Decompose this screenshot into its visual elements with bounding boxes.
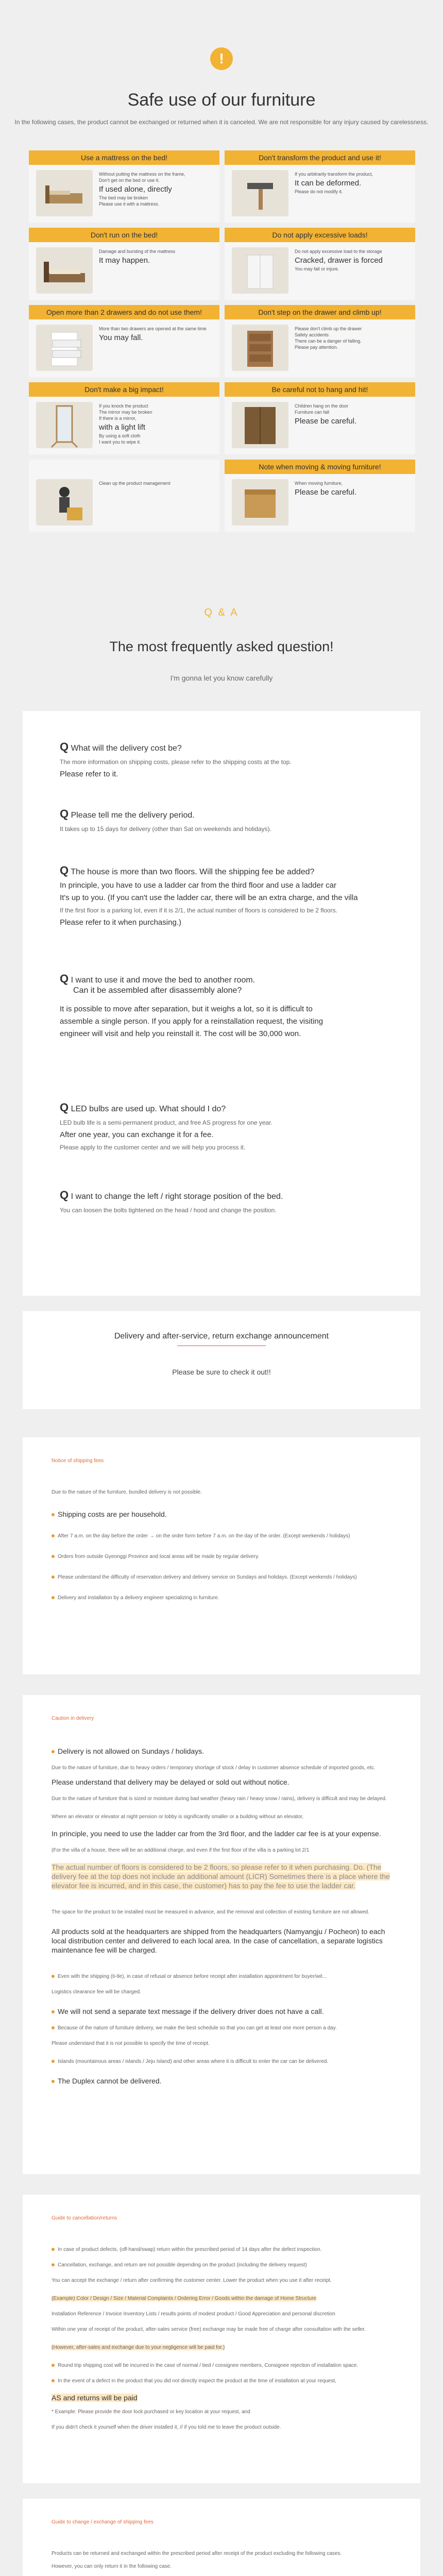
- card-text: Please do not modify it.: [295, 189, 343, 194]
- card-text: There can be a danger of falling.: [295, 338, 362, 344]
- answer-text: Please refer to it when purchasing.): [60, 918, 181, 927]
- notice-line: Delivery is not allowed on Sundays / holidays.: [52, 1747, 391, 1756]
- answer-text: After one year, you can exchange it for a fee.: [60, 1130, 214, 1139]
- card-text: You may fall or injure.: [295, 266, 339, 272]
- cabinet-icon: [232, 247, 288, 294]
- notice-line: Within one year of receipt of the product, after-sales service (free) exchange may be made free of charge after consultation with the seller.: [52, 2327, 366, 2332]
- answer-text: If the first floor is a parking lot, even if it is 2/1, the actual number of floors is considered to be 2 floors.: [60, 907, 337, 914]
- answer-text: The more information on shipping costs, please refer to the shipping costs at the top.: [60, 758, 292, 766]
- after-service-banner: [23, 1311, 420, 1409]
- notice-line: Please understand the difficulty of reservation delivery and delivery service on Sundays and holidays. (Except weekends / holidays): [52, 1574, 391, 1581]
- card-title: Open more than 2 drawers and do not use them!: [29, 305, 219, 319]
- mirror-icon: [36, 402, 93, 448]
- safety-card: [225, 228, 415, 300]
- card-title: Note when moving & moving furniture!: [225, 460, 415, 474]
- notice-line: Islands (mountainous areas / islands / Jeju Island) and other areas where it is difficult to enter the car can be delivered.: [52, 2058, 391, 2065]
- card-text: Clean up the product management: [99, 481, 171, 486]
- answer-text: You can loosen the bolts tightened on the head / hood and change the position.: [60, 1207, 277, 1214]
- safety-card: [225, 382, 415, 454]
- notice-line: Due to the nature of the furniture, bundled delivery is not possible.: [52, 1489, 202, 1495]
- card-text: Damage and bursting of the mattress: [99, 249, 176, 254]
- answer-text: It is possible to move after separation, but it weighs a lot, so it is difficult to: [60, 1005, 313, 1013]
- card-title: Don't run on the bed!: [29, 228, 219, 242]
- card-text: If used alone, directly: [99, 185, 172, 194]
- card-text: The bed may be broken: [99, 195, 148, 200]
- safety-card: [29, 460, 219, 532]
- answer-text: It takes up to 15 days for delivery (other than Sat on weekends and holidays).: [60, 825, 271, 833]
- notice-line: Installation Reference / Invoice Inventory Lists / results points of modest product / Good Appreciation and personal discretion: [52, 2311, 335, 2317]
- after-service-subtitle: Please be sure to check it out!!: [172, 1368, 271, 1376]
- card-text: Please be careful.: [295, 488, 357, 497]
- card-text: Do not apply excessive load to the storage: [295, 249, 382, 254]
- notice-line: Due to the nature of furniture, due to heavy orders / temporary shortage of stock / delay in customer absence schedule of imported goods, etc.: [52, 1765, 376, 1771]
- safety-card: [225, 305, 415, 377]
- card-text: Cracked, drawer is forced: [295, 256, 383, 265]
- section-tag: Notice of shipping fees: [52, 1458, 104, 1464]
- notice-line: Shipping costs are per household.: [52, 1510, 391, 1519]
- card-text: Furniture can fall: [295, 410, 330, 415]
- question-text: LED bulbs are used up. What should I do?: [71, 1105, 226, 1113]
- card-title: Do not apply excessive loads!: [225, 228, 415, 242]
- card-text: It can be deformed.: [295, 179, 362, 188]
- qa-item: Q I want to change the left / right storage position of the bed. You can loosen the bolts tightened on the head / hood and change the position.: [60, 1190, 420, 1214]
- cancellation-return-guide: [23, 2195, 420, 2483]
- person-icon: [36, 479, 93, 526]
- notice-line: All products sold at the headquarters are shipped from the headquarters (Namyangju / Pocheon) to each local distribution center and delivered to each local area. In the case of cancellation, a separate logistics maintenance fee will be charged.: [52, 1927, 385, 1954]
- safety-card: [225, 460, 415, 532]
- notice-line: We will not send a separate text message if the delivery driver does not have a call.: [52, 2007, 391, 2016]
- notice-line: Orders from outside Gyeonggi Province and local areas will be made by regular delivery.: [52, 1553, 391, 1561]
- answer-text: engineer will visit and help you reinstall it. The cost will be 30,000 won.: [60, 1029, 301, 1038]
- question-text: What will the delivery cost be?: [71, 744, 182, 753]
- qa-section-label: Q & A: [204, 607, 239, 618]
- card-text: Please be careful.: [295, 417, 357, 426]
- after-service-title: Delivery and after-service, return exchange announcement: [114, 1332, 329, 1341]
- card-text: If you arbitrarily transform the product,: [295, 172, 373, 177]
- answer-text: In principle, you have to use a ladder car from the third floor and use a ladder car: [60, 881, 336, 890]
- card-title: Don't step on the drawer and climb up!: [225, 305, 415, 319]
- section-tag: Guide to cancellation/returns: [52, 2215, 117, 2221]
- card-text: If there is a mirror,: [99, 416, 137, 421]
- page-subtitle: In the following cases, the product cannot be exchanged or returned when it is canceled. We are not responsible for any injury caused by carelessness.: [14, 118, 429, 126]
- notice-line: In principle, you need to use the ladder car from the 3rd floor, and the ladder car fee is at your expense.: [52, 1829, 381, 1838]
- card-text: I want you to wipe it.: [99, 439, 141, 445]
- answer-text: assemble a single person. If you apply for a reinstallation request, the visiting: [60, 1017, 323, 1026]
- notice-line: The Duplex cannot be delivered.: [52, 2076, 391, 2086]
- card-text: More than two drawers are opened at the same time: [99, 326, 207, 331]
- notice-line: (Example) Color / Design / Size / Material Complaints / Ordering Error / Goods within the damage of Home Structure: [52, 2296, 317, 2301]
- question-text: I want to change the left / right storage position of the bed.: [71, 1192, 283, 1201]
- question-text: Please tell me the delivery period.: [71, 811, 195, 820]
- warning-icon: !: [210, 47, 233, 70]
- bed-icon: [36, 170, 93, 216]
- notice-line: If you didn't check it yourself when the driver installed it, // if you told me to leave the product outside.: [52, 2425, 281, 2430]
- card-text: The mirror may be broken: [99, 410, 152, 415]
- qa-item: Q Please tell me the delivery period. It takes up to 15 days for delivery (other than Sat on weekends and holidays).: [60, 809, 420, 833]
- drawer-icon: [232, 325, 288, 371]
- notice-line: In case of product defects, (off-hand/swap) return within the prescribed period of 14 days after the defect inspection.: [52, 2246, 391, 2253]
- notice-line: * Example: Please provide the door lock purchased or key location at your request, and: [52, 2409, 250, 2415]
- page-title: Safe use of our furniture: [127, 90, 316, 110]
- exchange-fee-guide: [23, 2499, 420, 2576]
- question-text: I want to use it and move the bed to another room.: [71, 976, 255, 985]
- divider: [177, 1345, 266, 1346]
- card-text: It may happen.: [99, 256, 150, 265]
- answer-text: It's up to you. (If you can't use the ladder car, there will be an extra charge, and the villa: [60, 893, 358, 902]
- card-text: When moving furniture,: [295, 481, 343, 486]
- qa-title: The most frequently asked question!: [109, 639, 334, 654]
- qa-subtitle: I'm gonna let you know carefully: [170, 674, 273, 682]
- notice-line: Round trip shipping cost will be incurred in the case of normal / bed / consignee members, Consignee rejection of installation space.: [52, 2362, 391, 2369]
- question-text: Can it be assembled after disassembly alone?: [73, 986, 242, 995]
- card-text: By using a soft cloth: [99, 433, 141, 438]
- bed-icon: [36, 247, 93, 294]
- card-text: Please don't climb up the drawer: [295, 326, 362, 331]
- safety-card: [29, 305, 219, 377]
- notice-line: (For the villa of a house, there will be an additional charge, and even if the first floor of the villa is a parking lot 2/1: [52, 1848, 310, 1853]
- notice-line: The actual number of floors is considered to be 2 floors, so please refer to it when purchasing. Do. (The delivery fee at the top does not include an additional amount (LICR) Sometimes there is a place where the elevator fee is incurred, and in this case, the customer) has to pay the fee to use the ladder car.: [52, 1863, 390, 1890]
- drawer-icon: [36, 325, 93, 371]
- hammer-icon: [232, 170, 288, 216]
- section-tag: Caution in delivery: [52, 1716, 94, 1721]
- notice-line: AS and returns will be paid: [52, 2394, 138, 2402]
- notice-line: Delivery and installation by a delivery engineer specializing in furniture.: [52, 1595, 391, 1602]
- qa-item: Q I want to use it and move the bed to another room. Can it be assembled after disassembly alone? It is possible to move after separation, but it weighs a lot, so it is difficult to assemble a single person. If you apply for a reinstallation request, the visiting engineer will visit and help you reinstall it. The cost will be 30,000 won.: [60, 974, 420, 1038]
- notice-line: In the event of a defect in the product that you did not directly inspect the product at the time of installation at your request,: [52, 2378, 391, 2385]
- notice-line: Please understand that it is not possible to specify the time of receipt.: [52, 2041, 210, 2046]
- notice-line: The space for the product to be installed must be measured in advance, and the removal and collection of existing furniture are not allowed.: [52, 1909, 370, 1915]
- qa-item: Q The house is more than two floors. Will the shipping fee be added? In principle, you have to use a ladder car from the third floor and use a ladder car It's up to you. (If you can't use the ladder car, there will be an extra charge, and the villa If the first floor is a parking lot, even if it is 2/1, the actual number of floors is considered to be 2 floors. Please refer to it when purchasing.): [60, 866, 420, 927]
- card-text: Safety accidents: [295, 332, 329, 337]
- answer-text: LED bulb life is a semi-permanent product, and free AS progress for one year.: [60, 1119, 272, 1126]
- notice-line: After 7 a.m. on the day before the order → on the order form before 7 a.m. on the day of the order. (Except weekends / holidays): [52, 1533, 391, 1540]
- question-text: The house is more than two floors. Will the shipping fee be added?: [71, 868, 315, 876]
- qa-item: Q What will the delivery cost be? The more information on shipping costs, please refer to the shipping costs at the top. Please refer to it.: [60, 742, 420, 778]
- card-title: Use a mattress on the bed!: [29, 150, 219, 165]
- card-text: Children hang on the door: [295, 403, 349, 409]
- box-icon: [232, 479, 288, 526]
- notice-line: (However, after-sales and exchange due to your negligence will be paid for.): [52, 2345, 225, 2350]
- notice-line: Even with the shipping (ti-tle), in case of refusal or absence before receipt after installation appointment for buyer/wit...: [52, 1973, 391, 1980]
- card-text: Without putting the mattress on the frame,: [99, 172, 185, 177]
- delivery-caution: [23, 1695, 420, 2174]
- notice-line: Please understand that delivery may be delayed or sold out without notice.: [52, 1778, 289, 1786]
- notice-line: Because of the nature of furniture delivery, we make the best schedule so that you can get at least one more person a day.: [52, 2025, 391, 2032]
- card-text: You may fall.: [99, 333, 143, 342]
- wardrobe-icon: [232, 402, 288, 448]
- section-tag: Guide to change / exchange of shipping fees: [52, 2519, 154, 2525]
- qa-list: [23, 711, 420, 1296]
- card-text: If you knock the product: [99, 403, 148, 409]
- notice-line: Due to the nature of furniture that is sized or moisture during bad weather (heavy rain / heavy snow / rains), delivery is difficult and may be delayed.: [52, 1796, 387, 1802]
- safety-section: [0, 0, 443, 574]
- notice-line: Where an elevator or elevator at night pension or lobby is significantly smaller or a building without an elevator,: [52, 1814, 304, 1820]
- card-text: with a light lift: [99, 423, 146, 432]
- safety-card: [225, 150, 415, 223]
- notice-line: You can accept the exchange / return after confirming the customer center. Lower the product when you use it after receipt.: [52, 2278, 332, 2283]
- card-text: Please use it with a mattress.: [99, 201, 160, 207]
- card-text: Please pay attention.: [295, 345, 338, 350]
- notice-line: However, you can only return it in the following case.: [52, 2564, 172, 2569]
- notice-line: Products can be returned and exchanged within the prescribed period after receipt of the product excluding the following cases.: [52, 2551, 342, 2556]
- answer-text: Please apply to the customer center and we will help you process it.: [60, 1144, 246, 1151]
- notice-line: Cancellation, exchange, and return are not possible depending on the product (including the delivery request): [52, 2262, 391, 2269]
- qa-item: Q LED bulbs are used up. What should I do? LED bulb life is a semi-permanent product, and free AS progress for one year. After one year, you can exchange it for a fee. Please apply to the customer center and we will help you process it.: [60, 1103, 420, 1151]
- safety-card: [29, 382, 219, 454]
- card-title: Be careful not to hang and hit!: [225, 382, 415, 397]
- card-title: Don't transform the product and use it!: [225, 150, 415, 165]
- safety-card: [29, 228, 219, 300]
- safety-card: [29, 150, 219, 223]
- answer-text: Please refer to it.: [60, 770, 118, 778]
- notice-line: Logistics clearance fee will be charged.: [52, 1989, 141, 1995]
- card-title: Don't make a big impact!: [29, 382, 219, 397]
- card-text: Don't get on the bed or use it.: [99, 178, 160, 183]
- shipping-fee-notice: [23, 1437, 420, 1674]
